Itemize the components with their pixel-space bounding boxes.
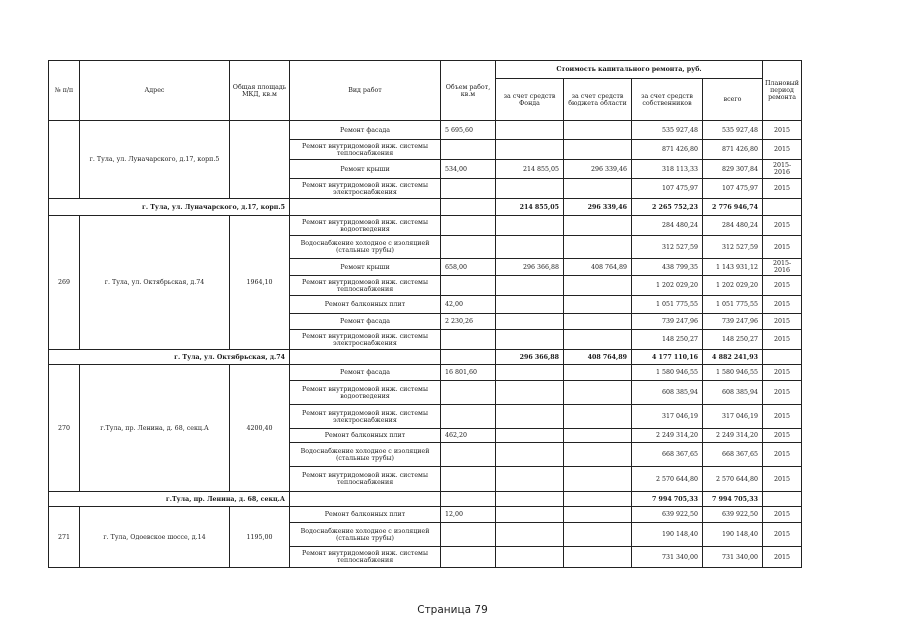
- col-header-cost-group: Стоимость капитального ремонта, руб.: [496, 61, 763, 79]
- cell-fund: [496, 381, 564, 405]
- cell-region: [564, 365, 632, 381]
- cell-owners: 190 148,40: [632, 523, 703, 547]
- row-area: 1964,10: [230, 216, 290, 350]
- subtotal-total: 4 882 241,93: [703, 350, 763, 365]
- subtotal-row: [49, 492, 802, 507]
- cell-work: Ремонт фасада: [290, 365, 441, 381]
- cell-total: 107 475,97: [703, 179, 763, 199]
- cell-region: [564, 121, 632, 140]
- row-area: 1195,00: [230, 507, 290, 568]
- cell-volume: [441, 443, 496, 467]
- cell-fund: [496, 296, 564, 314]
- cell-volume: 2 230,26: [441, 314, 496, 330]
- row-address: г. Тула, ул. Октябрьская, д.74: [80, 216, 230, 350]
- cell-region: [564, 429, 632, 443]
- col-header-address: Адрес: [80, 61, 230, 121]
- cell-region: [564, 467, 632, 492]
- cell-fund: [496, 276, 564, 296]
- subtotal-region: 296 339,46: [564, 199, 632, 216]
- cell-region: [564, 381, 632, 405]
- cell-period: 2015: [763, 314, 802, 330]
- cell-period: 2015-2016: [763, 259, 802, 276]
- subtotal-total: 2 776 946,74: [703, 199, 763, 216]
- cell-work: Ремонт фасада: [290, 314, 441, 330]
- cell-total: 312 527,59: [703, 236, 763, 259]
- capital-repair-table: [48, 60, 802, 568]
- cell-work: Ремонт балконных плит: [290, 507, 441, 523]
- col-header-period: Плановый период ремонта: [763, 61, 802, 121]
- cell-period: 2015: [763, 467, 802, 492]
- cell-region: [564, 216, 632, 236]
- cell-fund: [496, 314, 564, 330]
- cell-period: 2015: [763, 523, 802, 547]
- cell-owners: 1 051 775,55: [632, 296, 703, 314]
- cell-volume: [441, 330, 496, 350]
- cell-volume: [441, 547, 496, 568]
- subtotal-fund: [496, 492, 564, 507]
- cell-total: 639 922,50: [703, 507, 763, 523]
- cell-region: [564, 140, 632, 160]
- cell-fund: [496, 443, 564, 467]
- cell-period: 2015: [763, 365, 802, 381]
- subtotal-label: г.Тула, пр. Ленина, д. 68, секц.А: [49, 492, 290, 507]
- cell-work: Ремонт фасада: [290, 121, 441, 140]
- cell-owners: 871 426,80: [632, 140, 703, 160]
- cell-region: [564, 405, 632, 429]
- cell-total: 829 307,84: [703, 160, 763, 179]
- cell-volume: 658,00: [441, 259, 496, 276]
- cell-owners: 1 202 029,20: [632, 276, 703, 296]
- cell-total: 284 480,24: [703, 216, 763, 236]
- cell-total: 871 426,80: [703, 140, 763, 160]
- cell-owners: 535 927,48: [632, 121, 703, 140]
- cell-region: [564, 443, 632, 467]
- cell-region: [564, 296, 632, 314]
- cell-period: 2015: [763, 330, 802, 350]
- cell-region: [564, 547, 632, 568]
- cell-owners: 317 046,19: [632, 405, 703, 429]
- cell-volume: [441, 405, 496, 429]
- cell-volume: [441, 467, 496, 492]
- cell-period: 2015: [763, 405, 802, 429]
- cell-work: Ремонт внутридомовой инж. системы водоотведения: [290, 216, 441, 236]
- cell-fund: [496, 140, 564, 160]
- cell-volume: 462,20: [441, 429, 496, 443]
- cell-total: 1 202 029,20: [703, 276, 763, 296]
- cell-fund: [496, 429, 564, 443]
- cell-volume: 12,00: [441, 507, 496, 523]
- cell-fund: [496, 330, 564, 350]
- row-num: [49, 121, 80, 199]
- cell-total: 190 148,40: [703, 523, 763, 547]
- cell-region: [564, 179, 632, 199]
- cell-volume: [441, 140, 496, 160]
- cell-fund: [496, 523, 564, 547]
- page-number: Страница 79: [417, 604, 488, 616]
- cell-total: 739 247,96: [703, 314, 763, 330]
- subtotal-owners: 2 265 752,23: [632, 199, 703, 216]
- col-header-region: за счет средств бюджета области: [564, 79, 632, 121]
- cell-owners: 639 922,50: [632, 507, 703, 523]
- col-header-num: № п/п: [49, 61, 80, 121]
- cell-volume: 534,00: [441, 160, 496, 179]
- col-header-owners: за счет средств собственников: [632, 79, 703, 121]
- row-num: 270: [49, 365, 80, 492]
- cell-owners: 668 367,65: [632, 443, 703, 467]
- cell-period: 2015: [763, 276, 802, 296]
- row-address: г. Тула, Одоевское шоссе, д.14: [80, 507, 230, 568]
- cell-owners: 731 340,00: [632, 547, 703, 568]
- cell-volume: 16 801,60: [441, 365, 496, 381]
- cell-period: 2015: [763, 429, 802, 443]
- cell-owners: 438 799,35: [632, 259, 703, 276]
- row-num: 271: [49, 507, 80, 568]
- col-header-area: Общая площадь МКД, кв.м: [230, 61, 290, 121]
- cell-fund: [496, 216, 564, 236]
- subtotal-row: [49, 350, 802, 365]
- table-row: [49, 121, 802, 140]
- table-row: [49, 216, 802, 236]
- cell-volume: [441, 523, 496, 547]
- cell-period: 2015-2016: [763, 160, 802, 179]
- row-area: 4200,40: [230, 365, 290, 492]
- cell-owners: 2 249 314,20: [632, 429, 703, 443]
- cell-work: Водоснабжение холодное с изоляцией (стальные трубы): [290, 236, 441, 259]
- cell-total: 608 385,94: [703, 381, 763, 405]
- table-row: [49, 507, 802, 523]
- cell-work: Ремонт внутридомовой инж. системы теплоснабжения: [290, 140, 441, 160]
- col-header-work: Вид работ: [290, 61, 441, 121]
- cell-total: 1 051 775,55: [703, 296, 763, 314]
- cell-region: [564, 507, 632, 523]
- cell-total: 2 570 644,80: [703, 467, 763, 492]
- cell-volume: 42,00: [441, 296, 496, 314]
- cell-fund: [496, 121, 564, 140]
- cell-total: 1 143 931,12: [703, 259, 763, 276]
- cell-work: Ремонт крыши: [290, 160, 441, 179]
- cell-period: 2015: [763, 507, 802, 523]
- cell-total: 148 250,27: [703, 330, 763, 350]
- cell-owners: 148 250,27: [632, 330, 703, 350]
- table-row: [49, 365, 802, 381]
- cell-volume: [441, 381, 496, 405]
- cell-work: Ремонт внутридомовой инж. системы теплоснабжения: [290, 467, 441, 492]
- cell-fund: [496, 405, 564, 429]
- cell-region: [564, 523, 632, 547]
- cell-period: 2015: [763, 121, 802, 140]
- cell-work: Ремонт балконных плит: [290, 429, 441, 443]
- cell-region: 408 764,89: [564, 259, 632, 276]
- cell-fund: [496, 236, 564, 259]
- cell-total: 668 367,65: [703, 443, 763, 467]
- cell-volume: 5 695,60: [441, 121, 496, 140]
- cell-work: Ремонт внутридомовой инж. системы теплоснабжения: [290, 547, 441, 568]
- cell-period: 2015: [763, 296, 802, 314]
- cell-owners: 1 580 946,55: [632, 365, 703, 381]
- cell-owners: 2 570 644,80: [632, 467, 703, 492]
- cell-owners: 284 480,24: [632, 216, 703, 236]
- cell-fund: [496, 179, 564, 199]
- cell-fund: 296 366,88: [496, 259, 564, 276]
- subtotal-label: г. Тула, ул. Октябрьская, д.74: [49, 350, 290, 365]
- subtotal-region: 408 764,89: [564, 350, 632, 365]
- col-header-fund: за счет средств Фонда: [496, 79, 564, 121]
- cell-volume: [441, 179, 496, 199]
- cell-region: [564, 330, 632, 350]
- cell-fund: [496, 467, 564, 492]
- cell-volume: [441, 236, 496, 259]
- cell-work: Ремонт балконных плит: [290, 296, 441, 314]
- subtotal-owners: 4 177 110,16: [632, 350, 703, 365]
- row-address: г. Тула, ул. Луначарского, д.17, корп.5: [80, 121, 230, 199]
- cell-total: 317 046,19: [703, 405, 763, 429]
- cell-work: Ремонт внутридомовой инж. системы теплоснабжения: [290, 276, 441, 296]
- col-header-volume: Объем работ, кв.м: [441, 61, 496, 121]
- cell-owners: 318 113,33: [632, 160, 703, 179]
- cell-total: 2 249 314,20: [703, 429, 763, 443]
- cell-fund: [496, 507, 564, 523]
- subtotal-label: г. Тула, ул. Луначарского, д.17, корп.5: [49, 199, 290, 216]
- cell-owners: 608 385,94: [632, 381, 703, 405]
- cell-period: 2015: [763, 216, 802, 236]
- cell-owners: 739 247,96: [632, 314, 703, 330]
- row-num: 269: [49, 216, 80, 350]
- cell-work: Ремонт внутридомовой инж. системы электроснабжения: [290, 179, 441, 199]
- cell-volume: [441, 276, 496, 296]
- cell-work: Ремонт внутридомовой инж. системы электроснабжения: [290, 405, 441, 429]
- cell-fund: [496, 365, 564, 381]
- subtotal-row: [49, 199, 802, 216]
- subtotal-total: 7 994 705,33: [703, 492, 763, 507]
- cell-total: 731 340,00: [703, 547, 763, 568]
- cell-fund: 214 855,05: [496, 160, 564, 179]
- subtotal-region: [564, 492, 632, 507]
- cell-work: Ремонт внутридомовой инж. системы электроснабжения: [290, 330, 441, 350]
- subtotal-owners: 7 994 705,33: [632, 492, 703, 507]
- cell-owners: 312 527,59: [632, 236, 703, 259]
- cell-region: 296 339,46: [564, 160, 632, 179]
- cell-owners: 107 475,97: [632, 179, 703, 199]
- cell-volume: [441, 216, 496, 236]
- cell-period: 2015: [763, 236, 802, 259]
- row-area: [230, 121, 290, 199]
- cell-fund: [496, 547, 564, 568]
- col-header-total: всего: [703, 79, 763, 121]
- cell-work: Водоснабжение холодное с изоляцией (стальные трубы): [290, 443, 441, 467]
- cell-total: 1 580 946,55: [703, 365, 763, 381]
- cell-period: 2015: [763, 179, 802, 199]
- cell-period: 2015: [763, 140, 802, 160]
- cell-region: [564, 236, 632, 259]
- cell-work: Водоснабжение холодное с изоляцией (стальные трубы): [290, 523, 441, 547]
- cell-work: Ремонт внутридомовой инж. системы водоотведения: [290, 381, 441, 405]
- subtotal-fund: 214 855,05: [496, 199, 564, 216]
- cell-region: [564, 314, 632, 330]
- cell-period: 2015: [763, 381, 802, 405]
- subtotal-fund: 296 366,88: [496, 350, 564, 365]
- cell-period: 2015: [763, 443, 802, 467]
- cell-work: Ремонт крыши: [290, 259, 441, 276]
- cell-total: 535 927,48: [703, 121, 763, 140]
- cell-period: 2015: [763, 547, 802, 568]
- cell-region: [564, 276, 632, 296]
- row-address: г.Тула, пр. Ленина, д. 68, секц.А: [80, 365, 230, 492]
